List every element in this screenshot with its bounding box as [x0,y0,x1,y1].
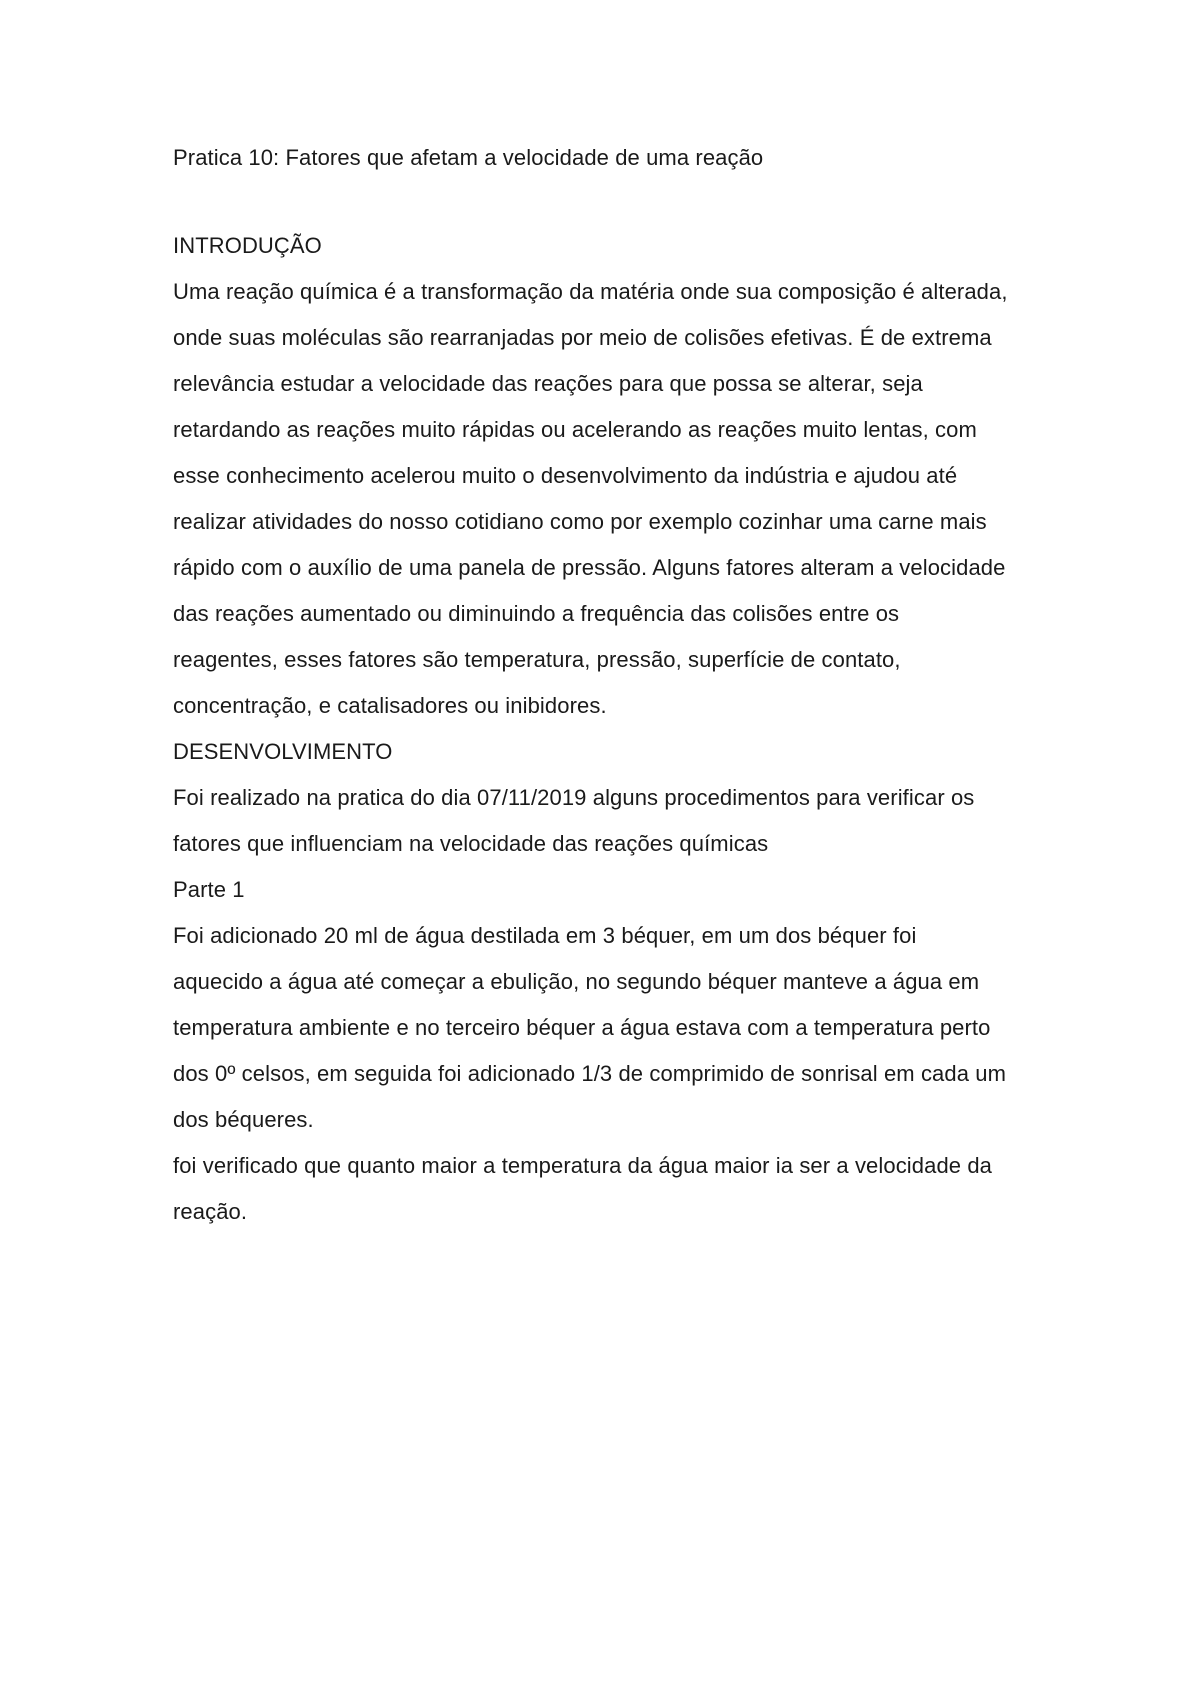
section-heading: DESENVOLVIMENTO [173,739,393,764]
document-content [173,143,1043,1243]
paragraph-line: onde suas moléculas são rearranjadas por meio de colisões efetivas. É de extrema [173,325,992,350]
paragraph-line: relevância estudar a velocidade das reações para que possa se alterar, seja [173,371,923,396]
paragraph-line: concentração, e catalisadores ou inibidores. [173,693,607,718]
paragraph-line: rápido com o auxílio de uma panela de pressão. Alguns fatores alteram a velocidade [173,555,1006,580]
paragraph-line: foi verificado que quanto maior a temperatura da água maior ia ser a velocidade da [173,1153,993,1178]
paragraph-line: das reações aumentado ou diminuindo a frequência das colisões entre os [173,601,900,626]
paragraph-line: dos béqueres. [173,1107,314,1132]
section-desenvolvimento [173,737,1043,859]
paragraph-line: Uma reação química é a transformação da matéria onde sua composição é alterada, [173,279,1008,304]
paragraph-line: retardando as reações muito rápidas ou acelerando as reações muito lentas, com [173,417,977,442]
paragraph-line: realizar atividades do nosso cotidiano como por exemplo cozinhar uma carne mais [173,509,987,534]
paragraph-line: aquecido a água até começar a ebulição, no segundo béquer manteve a água em [173,969,980,994]
paragraph-line: Foi adicionado 20 ml de água destilada em 3 béquer, em um dos béquer foi [173,923,917,948]
paragraph-line: reagentes, esses fatores são temperatura, pressão, superfície de contato, [173,647,901,672]
paragraph-line: reação. [173,1199,248,1224]
document-title: Pratica 10: Fatores que afetam a velocidade de uma reação [173,145,764,170]
section-heading: INTRODUÇÃO [173,233,322,258]
section-parte-1 [173,875,1043,1227]
paragraph-line: esse conhecimento acelerou muito o desenvolvimento da indústria e ajudou até [173,463,958,488]
paragraph-line: temperatura ambiente e no terceiro béquer a água estava com a temperatura perto [173,1015,991,1040]
section-introducao [173,231,1043,721]
paragraph-line: Foi realizado na pratica do dia 07/11/2019 alguns procedimentos para verificar os [173,785,975,810]
paragraph-line: dos 0º celsos, em seguida foi adicionado 1/3 de comprimido de sonrisal em cada um [173,1061,1007,1086]
paragraph-line: fatores que influenciam na velocidade das reações químicas [173,831,769,856]
section-heading: Parte 1 [173,877,245,902]
